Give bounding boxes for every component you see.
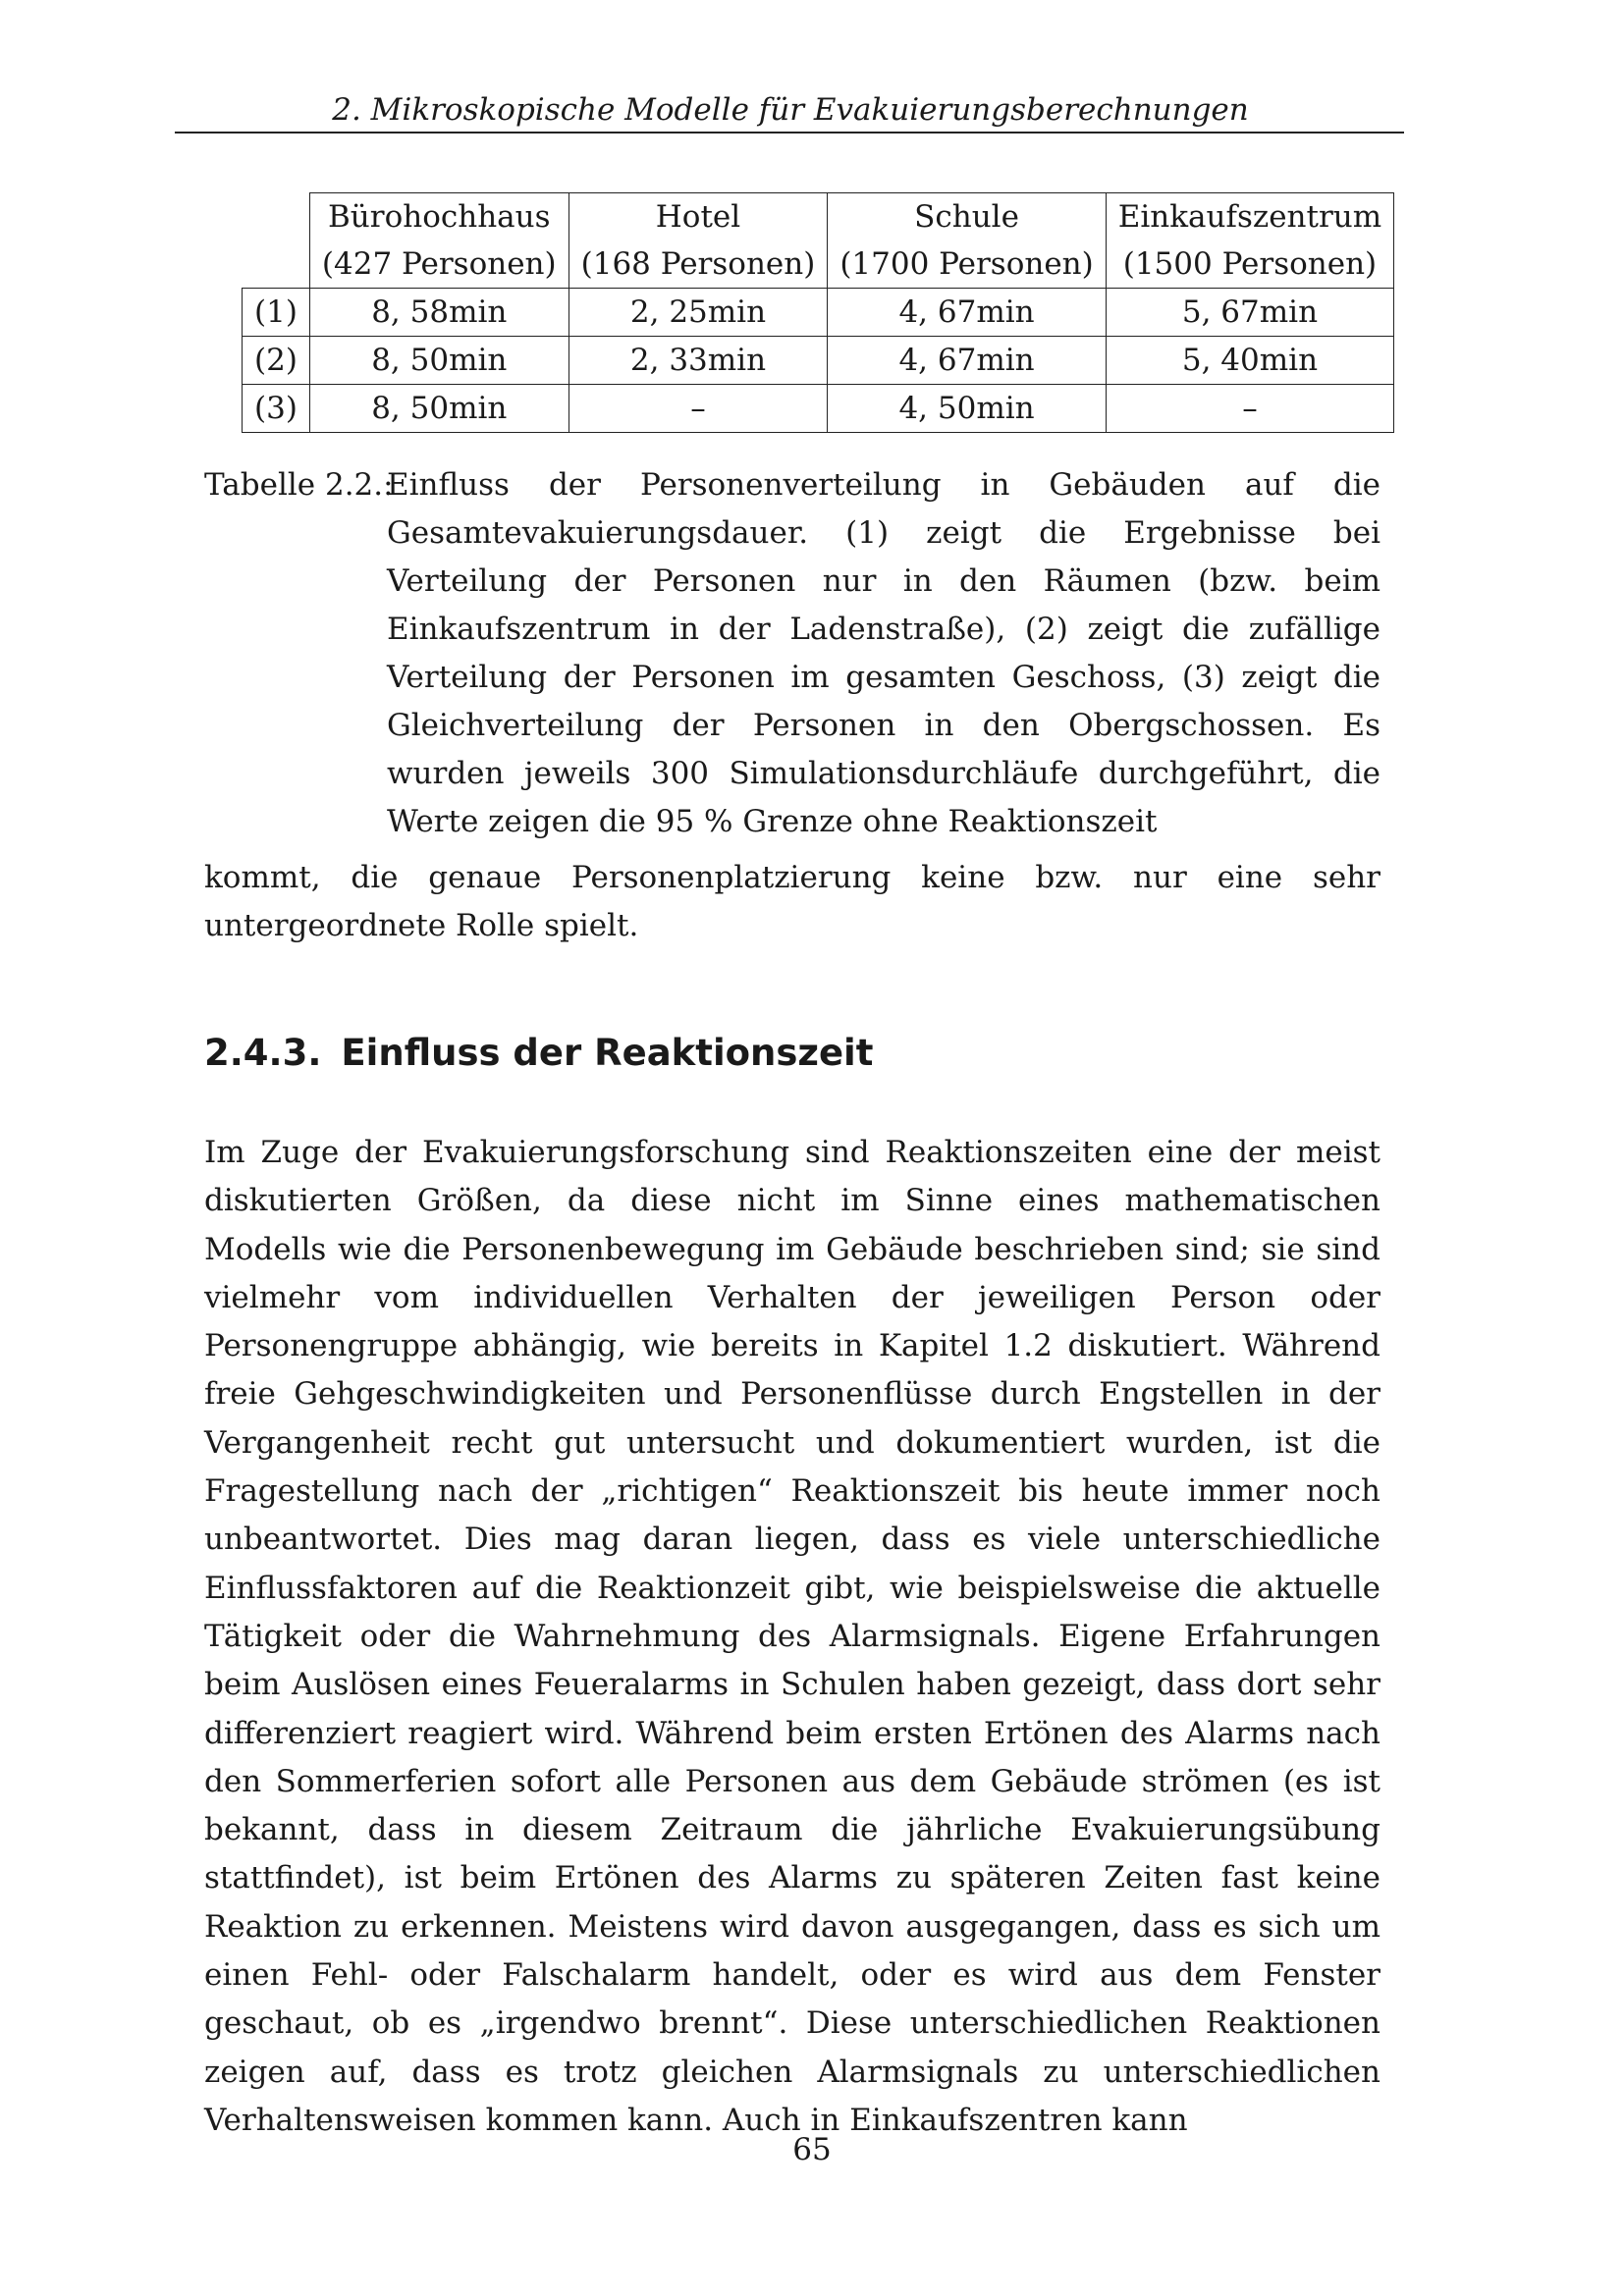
section-heading — [204, 1029, 873, 1078]
body-paragraph-continued: kommt, die genaue Personenplatzierung keine bzw. nur eine sehr untergeordnete Rolle spielt. — [204, 860, 1380, 944]
caption-text: Einfluss der Personenverteilung in Gebäuden auf die Gesamtevakuierungsdauer. (1) zeigt die Ergebnisse bei Verteilung der Personen nur in den Räumen (bzw. beim Einkaufszentrum in der Ladenstraße), (2) zeigt die zufällige Verteilung der Personen im gesamten Geschoss, (3) zeigt die Gleichverteilung der Personen in den Obergschossen. Es wurden jeweils 300 Simulationsdurchläufe durchgeführt, die Werte zeigen die 95 % Grenze ohne Reaktionszeit — [387, 467, 1380, 839]
table-row — [243, 337, 1394, 385]
section-title-text: Einfluss der Reaktionszeit — [341, 1032, 874, 1074]
table-cell: 8, 50min — [309, 385, 568, 433]
running-header: 2. Mikroskopische Modelle für Evakuierungsberechnungen — [332, 92, 1249, 128]
table-cell: – — [1106, 385, 1393, 433]
table-cell: 4, 67min — [828, 337, 1106, 385]
header-rule — [175, 132, 1404, 133]
table-cell: 2, 33min — [568, 337, 828, 385]
table-row — [243, 385, 1394, 433]
table-cell: – — [568, 385, 828, 433]
section-number: 2.4.3. — [204, 1032, 322, 1074]
table-caption — [204, 461, 1380, 846]
column-subheader: (1500 Personen) — [1106, 240, 1393, 289]
table-cell: 5, 40min — [1106, 337, 1393, 385]
column-header: Schule — [828, 193, 1106, 241]
row-label: (3) — [243, 385, 310, 433]
column-header: Hotel — [568, 193, 828, 241]
table-cell: 5, 67min — [1106, 289, 1393, 337]
body-paragraph: Im Zuge der Evakuierungsforschung sind Reaktionszeiten eine der meist diskutierten Größen, da diese nicht im Sinne eines mathematischen Modells wie die Personenbewegung im Gebäude beschrieben sind; sie sind vielmehr vom individuellen Verhalten der jeweiligen Person oder Personengruppe abhängig, wie bereits in Kapitel 1.2 diskutiert. Während freie Gehgeschwindigkeiten und Personenflüsse durch Engstellen in der Vergangenheit recht gut untersucht und dokumentiert wurden, ist die Fragestellung nach der „richtigen“ Reaktionszeit bis heute immer noch unbeantwortet. Dies mag daran liegen, dass es viele unterschiedliche Einflussfaktoren auf die Reaktionzeit gibt, wie beispielsweise die aktuelle Tätigkeit oder die Wahrnehmung des Alarmsignals. Eigene Erfahrungen beim Auslösen eines Feueralarms in Schulen haben gezeigt, dass dort sehr differenziert reagiert wird. Während beim ersten Ertönen des Alarms nach den Sommerferien sofort alle Personen aus dem Gebäude strömen (es ist bekannt, dass in diesem Zeitraum die jährliche Evakuierungsübung stattfindet), ist beim Ertönen des Alarms zu späteren Zeiten fast keine Reaktion zu erkennen. Meistens wird davon ausgegangen, dass es sich um einen Fehl- oder Falschalarm handelt, oder es wird aus dem Fenster geschaut, ob es „irgendwo brennt“. Diese unterschiedlichen Reaktionen zeigen auf, dass es trotz gleichen Alarmsignals zu unterschiedlichen Verhaltensweisen kommen kann. Auch in Einkaufszentren kann — [204, 1135, 1380, 2138]
table-cell: 8, 50min — [309, 337, 568, 385]
table-subheader-row — [243, 240, 1394, 289]
page-number: 65 — [792, 2132, 832, 2167]
table-cell: 8, 58min — [309, 289, 568, 337]
table-row — [243, 289, 1394, 337]
table-header-row — [243, 193, 1394, 241]
row-label: (2) — [243, 337, 310, 385]
row-label: (1) — [243, 289, 310, 337]
table-cell: 4, 50min — [828, 385, 1106, 433]
table-corner — [243, 240, 310, 289]
column-header: Bürohochhaus — [309, 193, 568, 241]
table-cell: 4, 67min — [828, 289, 1106, 337]
caption-label: Tabelle 2.2.: — [204, 467, 394, 503]
table-cell: 2, 25min — [568, 289, 828, 337]
results-table — [242, 192, 1394, 433]
column-header: Einkaufszentrum — [1106, 193, 1393, 241]
column-subheader: (168 Personen) — [568, 240, 828, 289]
column-subheader: (1700 Personen) — [828, 240, 1106, 289]
table-corner — [243, 193, 310, 241]
column-subheader: (427 Personen) — [309, 240, 568, 289]
